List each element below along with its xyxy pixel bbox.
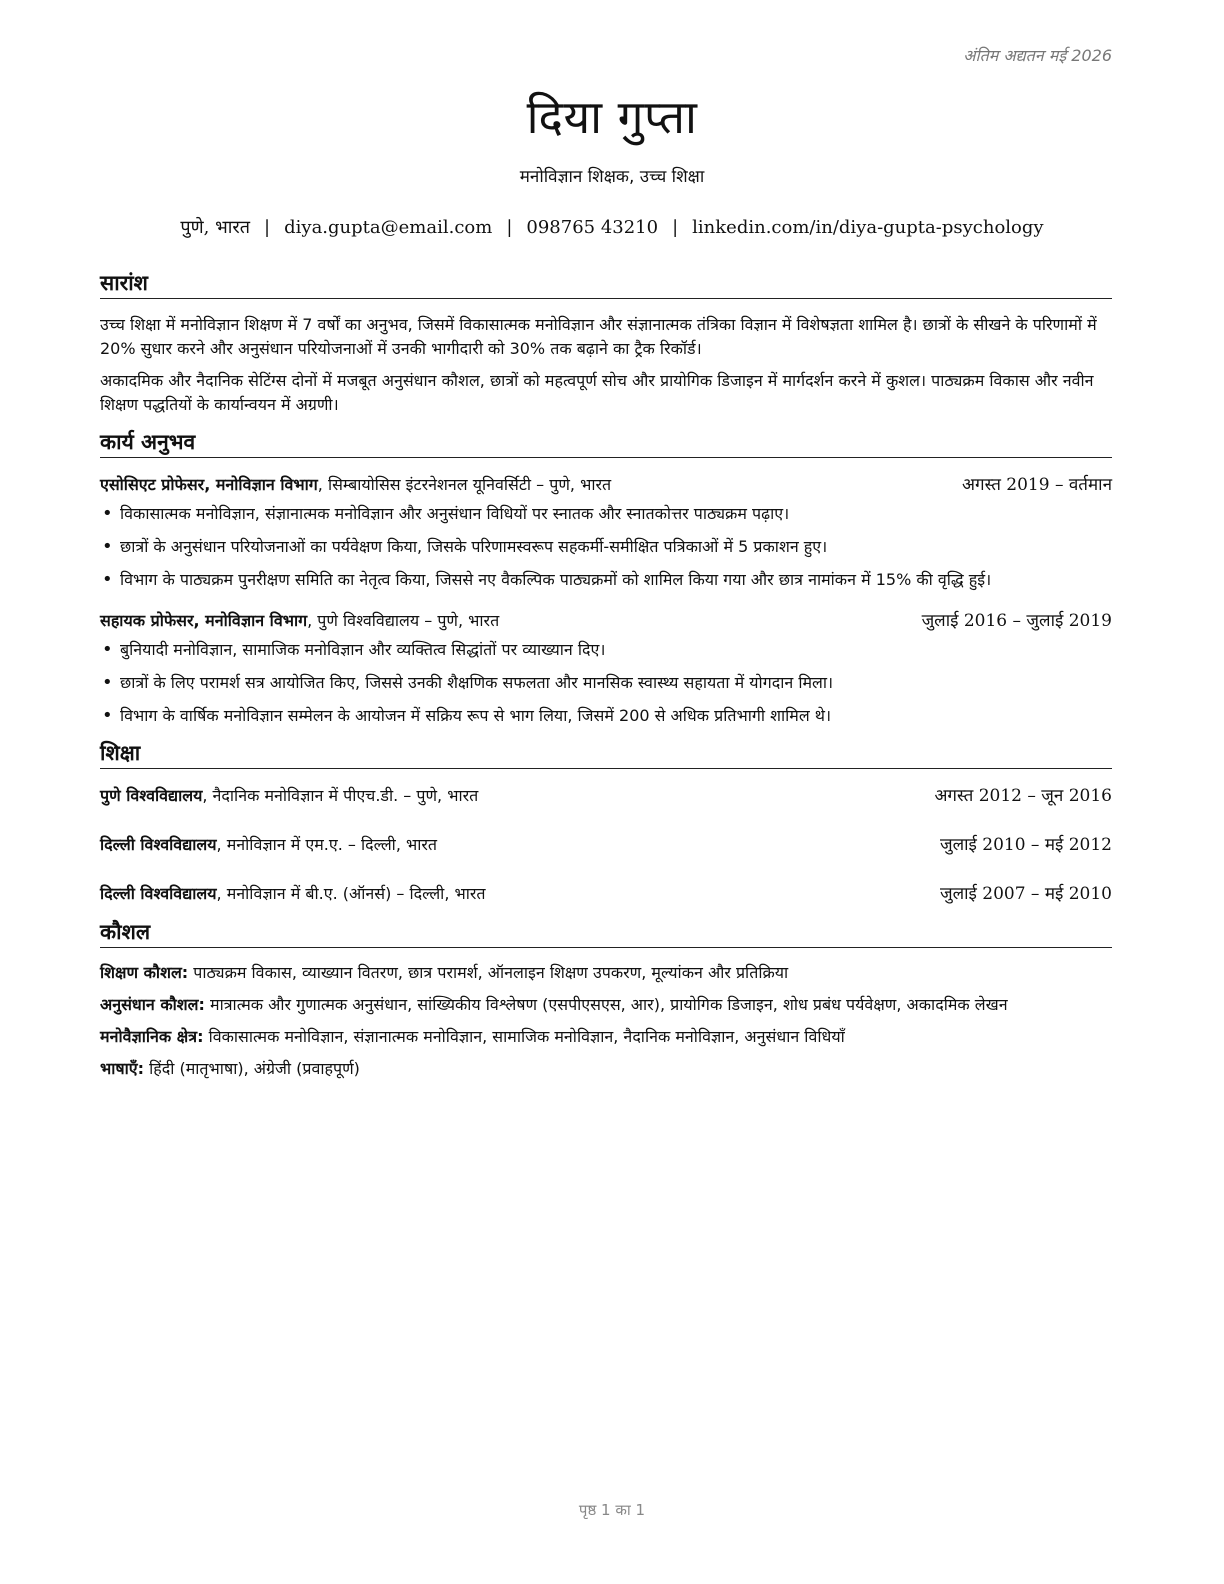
skill-label: मनोवैज्ञानिक क्षेत्र: [100, 1027, 204, 1046]
education-dates: अगस्त 2012 – जून 2016 [934, 786, 1112, 806]
education-line [100, 832, 437, 858]
section-title-summary: सारांश [100, 268, 1112, 299]
job-dates: जुलाई 2016 – जुलाई 2019 [921, 611, 1112, 631]
job-header [100, 608, 1112, 634]
education-school: दिल्ली विश्वविद्यालय [100, 835, 217, 854]
contact-line [0, 216, 1224, 240]
resume-body [100, 268, 1112, 1090]
education-detail: , मनोविज्ञान में एम.ए. – दिल्ली, भारत [216, 835, 438, 854]
job-role: एसोसिएट प्रोफेसर, मनोविज्ञान विभाग [100, 475, 318, 494]
skill-value: मात्रात्मक और गुणात्मक अनुसंधान, सांख्यिकीय विश्लेषण (एसपीएसएस, आर), प्रायोगिक डिजाइन, शोध प्रबंध पर्यवेक्षण, अकादमिक लेखन [204, 995, 1008, 1014]
section-title-skills: कौशल [100, 917, 1112, 948]
job-title-line [100, 608, 499, 634]
job-bullet: • विभाग के वार्षिक मनोविज्ञान सम्मेलन के आयोजन में सक्रिय रूप से भाग लिया, जिसमें 200 से अधिक प्रतिभागी शामिल थे। [100, 704, 1112, 728]
job-header [100, 472, 1112, 498]
job-role: सहायक प्रोफेसर, मनोविज्ञान विभाग [100, 611, 308, 630]
contact-linkedin[interactable]: linkedin.com/in/diya-gupta-psychology [692, 217, 1044, 238]
section-title-experience: कार्य अनुभव [100, 427, 1112, 458]
education-line [100, 783, 478, 809]
education-section [100, 738, 1112, 907]
skill-value: विकासात्मक मनोविज्ञान, संज्ञानात्मक मनोविज्ञान, सामाजिक मनोविज्ञान, नैदानिक मनोविज्ञान, अनुसंधान विधियाँ [203, 1027, 845, 1046]
education-school: पुणे विश्वविद्यालय [100, 786, 203, 805]
page-number: पृष्ठ 1 का 1 [578, 1501, 646, 1519]
contact-separator: | [506, 217, 513, 238]
skill-value: हिंदी (मातृभाषा), अंग्रेजी (प्रवाहपूर्ण) [144, 1059, 360, 1078]
resume-header [0, 86, 1224, 240]
education-item [100, 881, 1112, 907]
education-item [100, 783, 1112, 809]
education-line [100, 881, 486, 907]
job-bullet: • छात्रों के अनुसंधान परियोजनाओं का पर्यवेक्षण किया, जिसके परिणामस्वरूप सहकर्मी-समीक्षित पत्रिकाओं में 5 प्रकाशन हुए। [100, 535, 1112, 559]
education-dates: जुलाई 2007 – मई 2010 [939, 884, 1112, 904]
job-bullet: • छात्रों के लिए परामर्श सत्र आयोजित किए, जिससे उनकी शैक्षणिक सफलता और मानसिक स्वास्थ्य सहायता में योगदान मिला। [100, 671, 1112, 695]
education-dates: जुलाई 2010 – मई 2012 [939, 835, 1112, 855]
last-updated: अंतिम अद्यतन मई 2026 [963, 46, 1112, 65]
candidate-title: मनोविज्ञान शिक्षक, उच्च शिक्षा [519, 167, 705, 187]
skill-label: शिक्षण कौशल: [100, 963, 189, 982]
candidate-name: दिया गुप्ता [526, 90, 698, 144]
skill-label: भाषाएँ: [100, 1059, 145, 1078]
skill-label: अनुसंधान कौशल: [100, 995, 205, 1014]
job-organization: , पुणे विश्वविद्यालय – पुणे, भारत [307, 611, 500, 630]
job-title-line [100, 472, 611, 498]
skills-section [100, 917, 1112, 1080]
education-detail: , मनोविज्ञान में बी.ए. (ऑनर्स) – दिल्ली, भारत [216, 884, 486, 903]
summary-paragraph: उच्च शिक्षा में मनोविज्ञान शिक्षण में 7 वर्षों का अनुभव, जिसमें विकासात्मक मनोविज्ञान और संज्ञानात्मक तंत्रिका विज्ञान में विशेषज्ञता शामिल है। छात्रों के सीखने के परिणामों में 20% सुधार करने और अनुसंधान परियोजनाओं में उनकी भागीदारी को 30% तक बढ़ाने का ट्रैक रिकॉर्ड। [100, 315, 1097, 358]
job-bullets [100, 638, 1112, 728]
education-detail: , नैदानिक मनोविज्ञान में पीएच.डी. – पुणे, भारत [202, 786, 479, 805]
job-bullet: • बुनियादी मनोविज्ञान, सामाजिक मनोविज्ञान और व्यक्तित्व सिद्धांतों पर व्याख्यान दिए। [100, 638, 1112, 662]
section-title-education: शिक्षा [100, 738, 1112, 769]
experience-section [100, 427, 1112, 728]
education-school: दिल्ली विश्वविद्यालय [100, 884, 217, 903]
summary-paragraph: अकादमिक और नैदानिक सेटिंग्स दोनों में मजबूत अनुसंधान कौशल, छात्रों को महत्वपूर्ण सोच और प्रायोगिक डिजाइन में मार्गदर्शन करने में कुशल। पाठ्यक्रम विकास और नवीन शिक्षण पद्धतियों के कार्यान्वयन में अग्रणी। [100, 371, 1094, 414]
contact-location: पुणे, भारत [180, 217, 251, 238]
job-dates: अगस्त 2019 – वर्तमान [962, 475, 1112, 495]
job-bullet: • विभाग के पाठ्यक्रम पुनरीक्षण समिति का नेतृत्व किया, जिससे नए वैकल्पिक पाठ्यक्रमों को शामिल किया गया और छात्र नामांकन में 15% की वृद्धि हुई। [100, 568, 1112, 592]
contact-separator: | [672, 217, 679, 238]
skill-item [100, 1026, 1112, 1048]
skill-value: पाठ्यक्रम विकास, व्याख्यान वितरण, छात्र परामर्श, ऑनलाइन शिक्षण उपकरण, मूल्यांकन और प्रतिक्रिया [188, 963, 789, 982]
skill-item [100, 1058, 1112, 1080]
summary-section [100, 268, 1112, 417]
job-bullet: • विकासात्मक मनोविज्ञान, संज्ञानात्मक मनोविज्ञान और अनुसंधान विधियों पर स्नातक और स्नातकोत्तर पाठ्यक्रम पढ़ाए। [100, 502, 1112, 526]
skill-item [100, 962, 1112, 984]
job-bullets [100, 502, 1112, 592]
job-organization: , सिम्बायोसिस इंटरनेशनल यूनिवर्सिटी – पुणे, भारत [317, 475, 612, 494]
contact-email[interactable]: diya.gupta@email.com [284, 217, 493, 238]
skill-item [100, 994, 1112, 1016]
contact-separator: | [264, 217, 271, 238]
education-item [100, 832, 1112, 858]
contact-phone: 098765 43210 [526, 217, 659, 238]
